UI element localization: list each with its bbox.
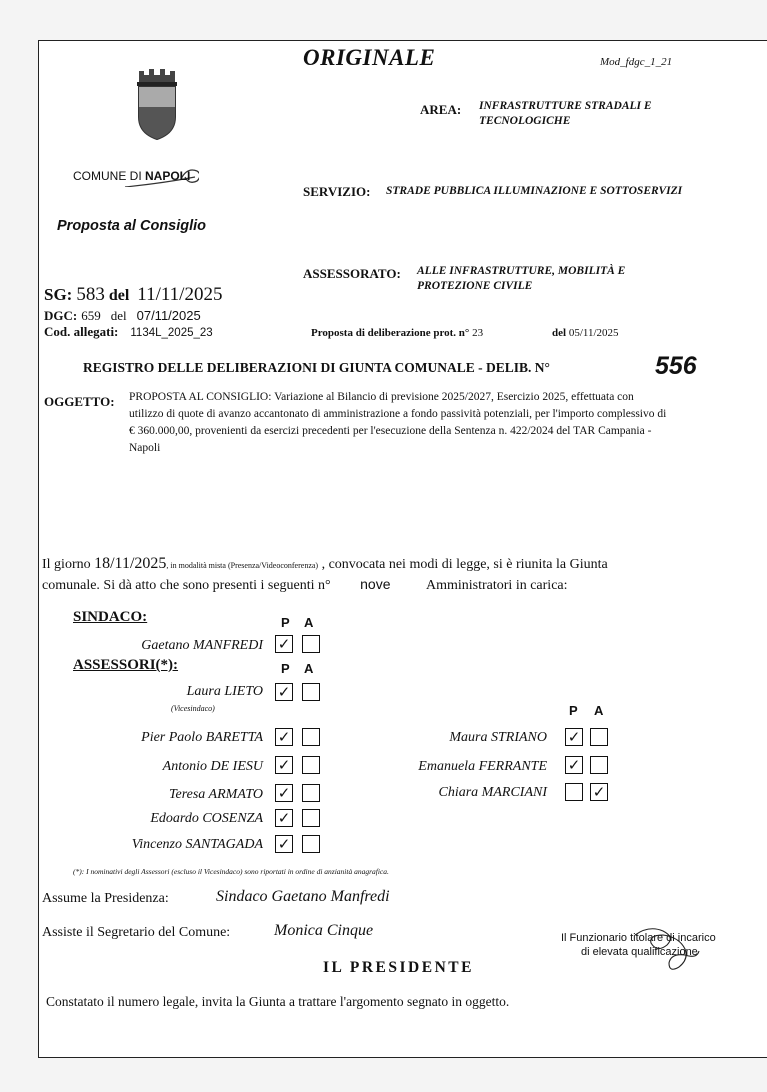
segretario-value: Monica Cinque (274, 922, 374, 939)
assessorato-label: ASSESSORATO: (303, 266, 401, 281)
assessori-footnote: (*): I nominativi degli Assessori (escluso il Vicesindaco) sono riportati in ordine di anzianità anagrafica. (73, 867, 389, 876)
servizio-value: STRADE PUBBLICA ILLUMINAZIONE E SOTTOSERVIZI (386, 185, 683, 197)
meeting-count: nove (360, 576, 391, 592)
assessore-absent-box (302, 784, 320, 802)
dgc-del: del (110, 308, 127, 323)
assessore-present-box: ✓ (275, 728, 293, 746)
sindaco-heading: SINDACO: (73, 609, 148, 625)
assessore-present-box: ✓ (565, 728, 583, 746)
meeting-prefix: Il giorno (42, 557, 91, 572)
meeting-suffix: , convocata nei modi di legge, si è riunita la Giunta (321, 557, 608, 572)
presidenza-value: Sindaco Gaetano Manfredi (216, 888, 390, 905)
funzionario-line-2: di elevata qualificazione (581, 946, 698, 958)
assessore-name: Chiara MARCIANI (438, 785, 547, 800)
deliberation-page (38, 40, 767, 1058)
logo-text-napoli: NAPOLI (145, 169, 191, 183)
assessore-name: Pier Paolo BARETTA (141, 730, 263, 745)
assessorato-value-2: PROTEZIONE CIVILE (417, 280, 533, 292)
a-header-assessori: A (304, 661, 314, 676)
allegati-reference (44, 323, 213, 341)
form-code: Mod_fdgc_1_21 (600, 56, 673, 68)
assessore-name: Antonio DE IESU (162, 759, 263, 774)
allegati-value: 1134L_2025_23 (130, 327, 213, 339)
servizio-label: SERVIZIO: (303, 184, 371, 199)
assessore-absent-box (302, 809, 320, 827)
signature-icon (629, 923, 709, 983)
area-value-2: TECNOLOGICHE (479, 115, 571, 127)
document-title: ORIGINALE (303, 45, 436, 70)
assessore-absent-box (302, 756, 320, 774)
proposta-label: Proposta di deliberazione prot. n° (311, 327, 470, 339)
assessore-present-box: ✓ (565, 756, 583, 774)
delib-number: 556 (655, 352, 697, 380)
assessore-present-box (565, 783, 583, 801)
segretario-label: Assiste il Segretario del Comune: (42, 925, 231, 940)
sg-date: 11/11/2025 (137, 284, 223, 305)
presidente-title: IL PRESIDENTE (323, 959, 474, 976)
meeting-line-2 (42, 576, 568, 594)
a-header-sindaco: A (304, 615, 314, 630)
p-header-sindaco: P (281, 615, 290, 630)
proposta-date: 05/11/2025 (568, 327, 619, 339)
assessore-name: Maura STRIANO (449, 730, 547, 745)
oggetto-line-2: utilizzo di quote di avanzo accantonato di amministrazione a fondo passività potenziali, per l'importo complessivo di (129, 408, 667, 420)
assessore-present-box: ✓ (275, 835, 293, 853)
area-label: AREA: (420, 102, 462, 117)
assessore-present-box: ✓ (275, 756, 293, 774)
vicesindaco-present-box: ✓ (275, 683, 293, 701)
sindaco-absent-box (302, 635, 320, 653)
proposta-date-ref (552, 327, 619, 339)
meeting-line2-a: comunale. Si dà atto che sono presenti i seguenti n° (42, 578, 331, 593)
assessore-absent-box (590, 728, 608, 746)
allegati-label: Cod. allegati: (44, 324, 119, 339)
assessorato-value-1: ALLE INFRASTRUTTURE, MOBILITÀ E (417, 265, 626, 277)
dgc-date: 07/11/2025 (136, 308, 201, 323)
assessore-present-box: ✓ (275, 809, 293, 827)
meeting-line-1 (42, 555, 608, 573)
vicesindaco-name: Laura LIETO (186, 684, 263, 699)
area-value-1: INFRASTRUTTURE STRADALI E (479, 100, 652, 112)
assessore-absent-box: ✓ (590, 783, 608, 801)
closing-text: Constatato il numero legale, invita la Giunta a trattare l'argomento segnato in oggetto. (46, 994, 510, 1009)
assessore-name: Vincenzo SANTAGADA (131, 837, 263, 852)
meeting-modality: , in modalità mista (Presenza/Videoconferenza) (166, 561, 319, 570)
p-header-right: P (569, 703, 578, 718)
sg-del: del (108, 287, 130, 304)
logo-text-comune: COMUNE DI (73, 169, 145, 183)
assessore-absent-box (302, 835, 320, 853)
proposta-del: del (552, 327, 567, 339)
a-header-right: A (594, 703, 604, 718)
vicesindaco-note: (Vicesindaco) (171, 704, 215, 713)
assessore-absent-box (590, 756, 608, 774)
oggetto-line-3: € 360.000,00, provenienti da esercizi precedenti per l'esecuzione della Sentenza n. 422/2024 del TAR Campania - (129, 425, 652, 437)
sg-reference (44, 284, 222, 306)
assessore-name: Emanuela FERRANTE (418, 759, 547, 774)
meeting-date: 18/11/2025 (94, 555, 167, 572)
proposta-reference (311, 327, 483, 339)
assessore-absent-box (302, 728, 320, 746)
sg-label: SG: (44, 285, 73, 304)
sg-number: 583 (76, 284, 105, 305)
sindaco-present-box: ✓ (275, 635, 293, 653)
sindaco-name: Gaetano MANFREDI (141, 638, 263, 653)
assessori-heading: ASSESSORI(*): (73, 657, 179, 673)
logo-text (73, 169, 190, 183)
oggetto-line-4: Napoli (129, 442, 161, 454)
funzionario-line-1: Il Funzionario titolare di incarico (561, 932, 716, 944)
proposta-number: 23 (472, 327, 484, 339)
assessore-present-box: ✓ (275, 784, 293, 802)
dgc-label: DGC: (44, 308, 78, 323)
meeting-line2-b: Amministratori in carica: (426, 578, 568, 593)
assessore-name: Edoardo COSENZA (150, 811, 263, 826)
p-header-assessori: P (281, 661, 290, 676)
registro-heading: REGISTRO DELLE DELIBERAZIONI DI GIUNTA COMUNALE - DELIB. N° (83, 360, 550, 375)
dgc-number: 659 (81, 308, 101, 323)
vicesindaco-absent-box (302, 683, 320, 701)
proposal-type: Proposta al Consiglio (57, 218, 207, 234)
presidenza-label: Assume la Presidenza: (42, 891, 169, 906)
oggetto-line-1: PROPOSTA AL CONSIGLIO: Variazione al Bilancio di previsione 2025/2027, Esercizio 2025, effettuata con (129, 391, 634, 403)
assessore-name: Teresa ARMATO (169, 787, 263, 802)
oggetto-label: OGGETTO: (44, 394, 115, 409)
